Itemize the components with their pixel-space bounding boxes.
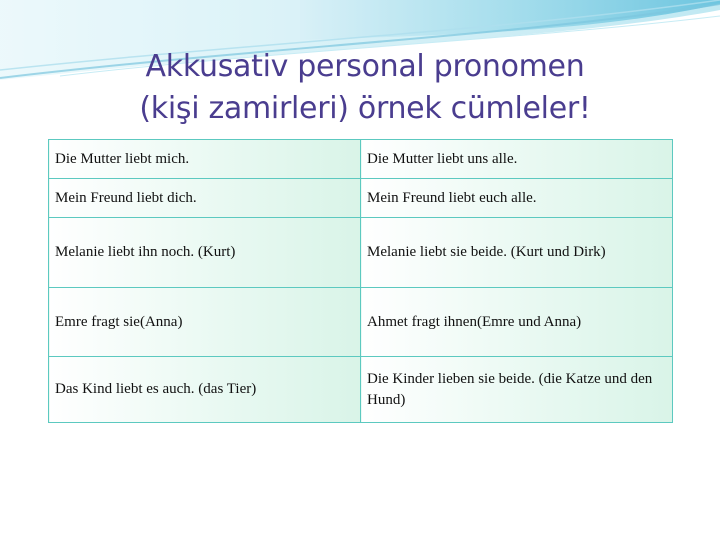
table-cell-left: Melanie liebt ihn noch. (Kurt) [49, 218, 361, 288]
table-row [49, 357, 673, 423]
table-row [49, 140, 673, 179]
table-row [49, 288, 673, 357]
table-row [49, 218, 673, 288]
table-cell-right: Die Kinder lieben sie beide. (die Katze und den Hund) [361, 357, 673, 423]
slide-title [60, 46, 670, 130]
slide-title-line-2: (kişi zamirleri) örnek cümleler! [139, 91, 591, 126]
table-cell-left: Mein Freund liebt dich. [49, 179, 361, 218]
table-cell-right: Ahmet fragt ihnen(Emre und Anna) [361, 288, 673, 357]
slide-title-line-1: Akkusativ personal pronomen [145, 49, 585, 84]
table-cell-left: Die Mutter liebt mich. [49, 140, 361, 179]
table-cell-right: Die Mutter liebt uns alle. [361, 140, 673, 179]
example-sentences-table [48, 139, 673, 423]
table-cell-right: Melanie liebt sie beide. (Kurt und Dirk) [361, 218, 673, 288]
table-cell-right: Mein Freund liebt euch alle. [361, 179, 673, 218]
table-cell-left: Das Kind liebt es auch. (das Tier) [49, 357, 361, 423]
table-row [49, 179, 673, 218]
table-cell-left: Emre fragt sie(Anna) [49, 288, 361, 357]
